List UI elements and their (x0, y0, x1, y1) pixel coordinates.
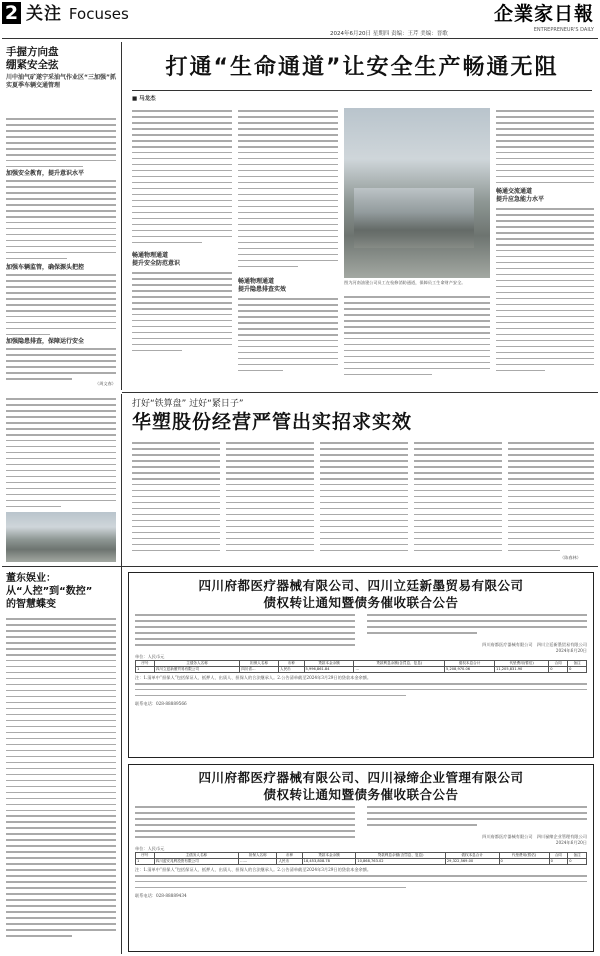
announcement-1 (128, 572, 594, 758)
ann1-th: 币种 (279, 660, 305, 666)
ann1-unit: 单位：人民币元 (135, 653, 165, 659)
main-head-2a: 畅通物理通道 (238, 278, 275, 285)
column-rule-2 (121, 394, 122, 954)
page-number: 2 (2, 2, 21, 24)
ann2-body-left (135, 806, 355, 842)
ann2-title-2: 债权转让通知暨债务催收联合公告 (263, 787, 459, 802)
ann2-signer-2: 四川禄缔企业管理有限公司 (536, 833, 587, 839)
left-story (6, 46, 116, 90)
main-head-1a: 畅通物理通道 (132, 252, 169, 259)
ann2-date: 2024年6月20日 (555, 839, 587, 845)
ann1-signer-2: 四川立廷新墨贸易有限公司 (536, 641, 587, 647)
main-head-2b: 提升隐患排查实效 (238, 286, 287, 293)
ann1-notes: 注：1.清单中“担保人”包括保证人、抵押人、出质人、担保人的合法继承人。2.公告清单截至2024年3月29日的贷款本金余额。 (135, 674, 372, 680)
ann2-table (135, 852, 587, 865)
main-col4-text (496, 110, 594, 188)
ann2-td: 1 (136, 858, 155, 864)
ann1-th: 序号 (136, 660, 155, 666)
main-col2-text (238, 110, 338, 272)
section-cn: 关注 (26, 4, 62, 24)
ann1-th: 贷款本金余额 (304, 660, 354, 666)
ann1-td: … (354, 666, 445, 672)
column-rule (121, 42, 122, 390)
ann2-td: 18,453,808.78 (302, 858, 356, 864)
side-title-3: 的智慧蝶变 (6, 599, 56, 610)
ann2-td: …… (239, 858, 277, 864)
left-story-body-2 (6, 180, 116, 264)
ann1-td: 5,208,970.06 (445, 666, 495, 672)
ann1-date: 2024年6月20日 (555, 647, 587, 653)
ann1-td: 0 (549, 666, 568, 672)
left-story-subtitle: 川中油气矿遂宁采油气作业区“三加强”抓实夏季车辆交通管理 (6, 74, 116, 89)
ann1-td: 11,205,831.90 (495, 666, 549, 672)
ann1-th: 备注 (568, 660, 587, 666)
ann2-title-1: 四川府都医疗器械有限公司、四川禄缔企业管理有限公司 (198, 770, 524, 785)
main-story-photo (344, 108, 490, 278)
ann1-th: 合同 (549, 660, 568, 666)
ann1-th: 代垫费用(暂估) (495, 660, 549, 666)
ann2-th: 债权本息合计 (445, 852, 499, 858)
ann2-th: 贷款本金余额 (302, 852, 356, 858)
ann2-phone: 联系电话：028-88889434 (135, 892, 187, 898)
ann2-body-right (367, 806, 587, 830)
ann2-notes-lines (135, 875, 587, 889)
ann1-body-right (367, 614, 587, 638)
ann1-td: 1 (136, 666, 155, 672)
ann2-th: 担保人名称 (239, 852, 277, 858)
ann1-td: 5,996,861.84 (304, 666, 354, 672)
ann1-phone: 联系电话：028-88889566 (135, 700, 187, 706)
left-story-head-3: 加强隐患排查，保障运行安全 (6, 338, 85, 345)
second-story-title: 华塑股份经营严管出实招求实效 (132, 411, 413, 433)
ann1-td: 四川省… (240, 666, 279, 672)
ann1-th: 担保人名称 (240, 660, 279, 666)
ann1-td: 0 (568, 666, 587, 672)
side-title-2: 从“人控”到“数控” (6, 586, 93, 597)
left-story-body-3 (6, 274, 116, 340)
ann2-td: 0 (499, 858, 549, 864)
left-story-head-2: 加强车辆监管，确保源头把控 (6, 264, 85, 271)
ann2-th: 主债务人名称 (154, 852, 238, 858)
ann2-td: 10,868,763.02 (356, 858, 446, 864)
ann2-td: 人民币 (277, 858, 302, 864)
left-story-title-1: 手握方向盘 (6, 46, 59, 58)
side-photo (6, 512, 116, 562)
section-en: Focuses (68, 5, 129, 23)
side-story-title (6, 572, 116, 611)
second-col4 (414, 442, 502, 556)
ann1-title-1: 四川府都医疗器械有限公司、四川立廷新墨贸易有限公司 (198, 578, 524, 593)
ann1-title-2: 债权转让通知暨债务催收联合公告 (263, 595, 459, 610)
side-title-1: 董东娱业： (6, 573, 56, 584)
date-line: 2024年6月20日 星期四 责编：王芹 美编：晋歌 (330, 31, 448, 37)
left-story-body-1 (6, 118, 116, 172)
side-story-body (6, 618, 116, 941)
main-col2-text-2 (238, 298, 338, 376)
left-story-byline: （周文春） (95, 381, 116, 386)
second-col1 (132, 442, 220, 556)
main-story-byline: ■ 马龙杰 (132, 96, 156, 102)
paper-en: ENTREPRENEUR'S DAILY (533, 27, 594, 33)
header-rule (2, 38, 598, 39)
ann2-td: 0 (568, 858, 587, 864)
ann1-th: 主债务人名称 (154, 660, 239, 666)
ann2-unit: 单位：人民币元 (135, 845, 165, 851)
left-story-title-2: 绷紧安全弦 (6, 59, 59, 71)
ann2-notes: 注：1.清单中“担保人”包括保证人、抵押人、出质人、担保人的合法继承人。2.公告清单截至2024年3月29日的贷款本金余额。 (135, 866, 372, 872)
left-continuation (6, 398, 116, 512)
main-col1-text (132, 110, 232, 248)
ann2-th: 备注 (568, 852, 587, 858)
ann1-notes-lines (135, 683, 587, 697)
second-col3 (320, 442, 408, 556)
main-head-3b: 提升应急能力水平 (496, 196, 545, 203)
photo-detail (354, 188, 474, 248)
ann1-signer-1: 四川府都医疗器械有限公司 (482, 641, 533, 647)
ann1-td: 人民币 (279, 666, 305, 672)
main-title-rule (132, 90, 592, 91)
main-col3-text (344, 296, 490, 380)
ann2-td: 0 (549, 858, 568, 864)
section-title (26, 4, 129, 24)
ann1-td: 四川立廷新墨贸易有限公司 (154, 666, 239, 672)
second-story-kicker: 打好“铁算盘” 过好“紧日子” (132, 399, 244, 409)
main-col4-text-2 (496, 208, 594, 376)
ann1-body-left (135, 614, 355, 650)
main-head-3a: 畅通交流通道 (496, 188, 533, 195)
main-head-2 (238, 278, 338, 294)
section-rule-1 (122, 392, 598, 393)
section-rule-2 (2, 566, 598, 567)
announcement-2 (128, 764, 594, 952)
second-col2 (226, 442, 314, 556)
table-row (136, 666, 587, 672)
ann2-th: 合同 (549, 852, 568, 858)
main-head-3 (496, 188, 594, 204)
photo-caption: 图为河南油建公司员工在检修消防通道，保障员工生命财产安全。 (344, 280, 466, 285)
main-col1-text-2 (132, 272, 232, 356)
main-story-title: 打通“生命通道”让安全生产畅通无阻 (165, 55, 559, 80)
ann2-th: 代垫费用(暂估) (499, 852, 549, 858)
paper-name: 企業家日報 (493, 3, 594, 25)
ann1-th: 债权本息合计 (445, 660, 495, 666)
left-story-body-4 (6, 348, 116, 384)
ann1-table (135, 660, 587, 673)
second-col5 (508, 442, 594, 556)
ann2-th: 币种 (277, 852, 302, 858)
ann2-td: 四川蓝安兆利投资有限公司 (154, 858, 238, 864)
second-story-byline: （陈春林） (560, 555, 581, 560)
main-head-1b: 提升安全防范意识 (132, 260, 181, 267)
ann2-td: 29,322,569.00 (445, 858, 499, 864)
ann1-th: 贷款利息余额(含罚息、复息) (354, 660, 445, 666)
ann2-signer-1: 四川府都医疗器械有限公司 (482, 833, 533, 839)
table-row (136, 858, 587, 864)
ann2-th: 贷款利息余额(含罚息、复息) (356, 852, 446, 858)
left-story-head-1: 加强安全教育，提升意识水平 (6, 170, 85, 177)
main-head-1 (132, 252, 232, 268)
ann2-th: 序号 (136, 852, 155, 858)
